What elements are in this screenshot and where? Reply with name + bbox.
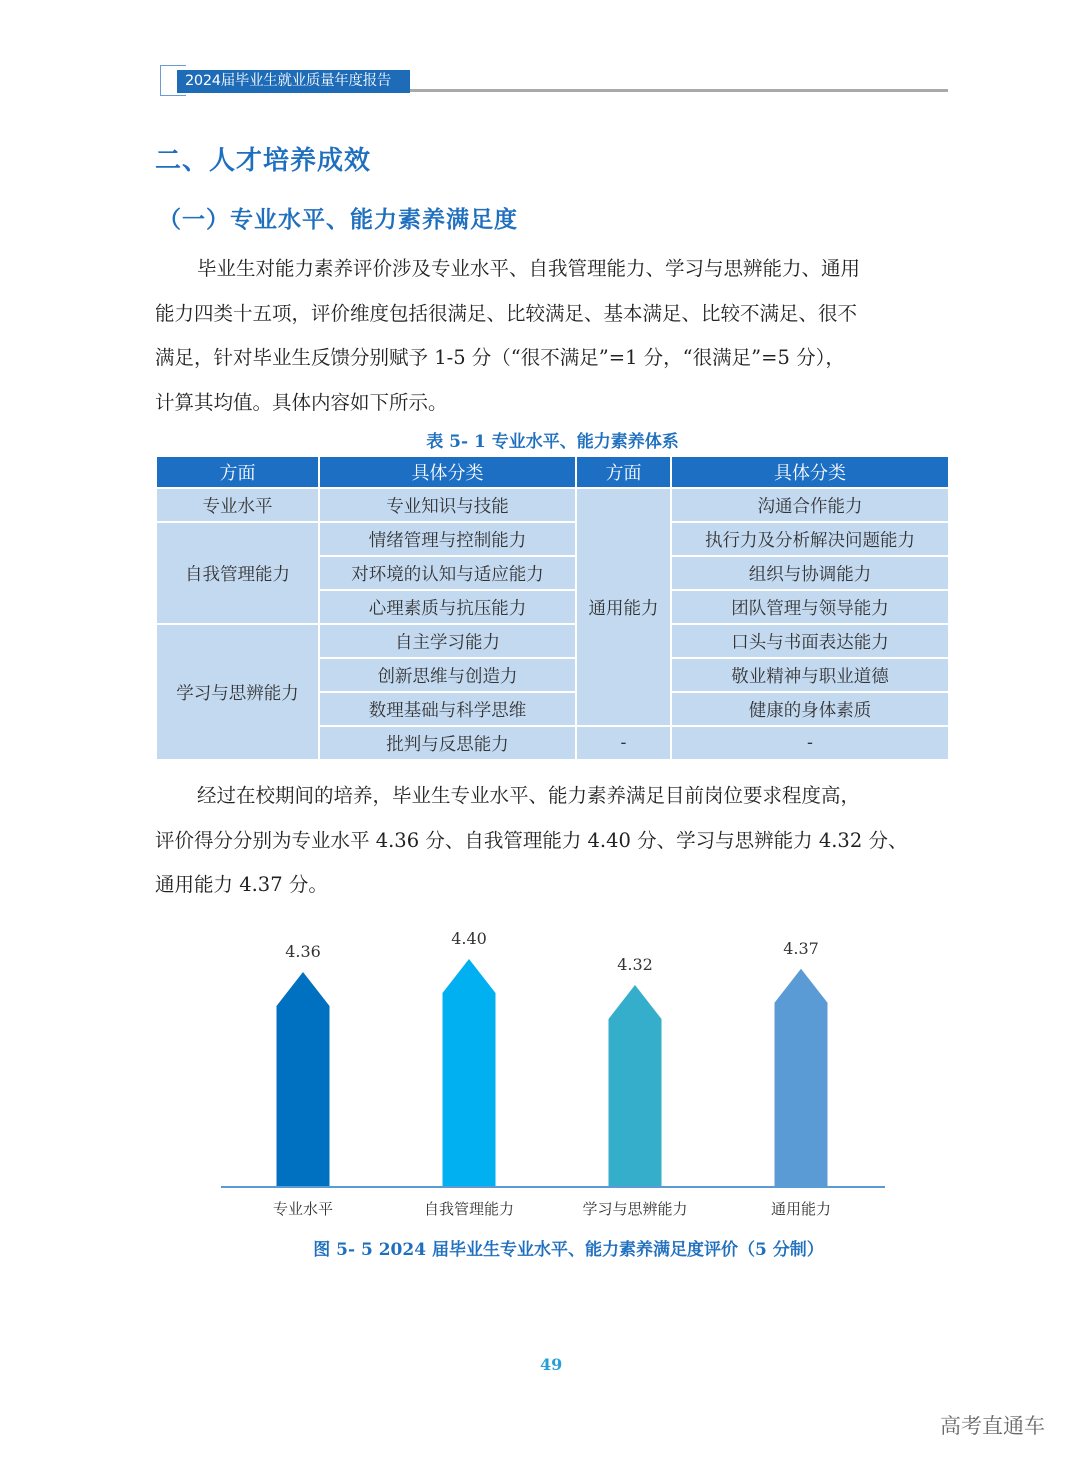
bar-1	[277, 972, 330, 1186]
paragraph-line: 计算其均值。具体内容如下所示。	[155, 390, 448, 414]
category-cell: 对环境的认知与适应能力	[320, 557, 575, 589]
paragraph-line: 通用能力 4.37 分。	[155, 873, 328, 896]
paragraph-line: 经过在校期间的培养，毕业生专业水平、能力素养满足目前岗位要求程度高，	[197, 784, 861, 807]
x-axis-category-label: 学习与思辨能力	[582, 1200, 688, 1218]
aspect-cell: 自我管理能力	[157, 523, 318, 623]
table-header-row	[157, 457, 948, 487]
category-cell: 健康的身体素质	[672, 693, 948, 725]
section-heading: 二、人才培养成效	[155, 146, 372, 176]
category-cell: 组织与协调能力	[672, 557, 948, 589]
table-row	[157, 489, 948, 521]
table-row	[157, 625, 948, 657]
page-number: 49	[540, 1355, 563, 1374]
category-cell: 自主学习能力	[320, 625, 575, 657]
category-cell: 敬业精神与职业道德	[672, 659, 948, 691]
bar-value-label: 4.36	[285, 942, 321, 961]
header-category-left: 具体分类	[320, 457, 575, 487]
x-axis-category-label: 专业水平	[272, 1200, 333, 1218]
category-cell: 情绪管理与控制能力	[320, 523, 575, 555]
intro-paragraph	[155, 247, 950, 425]
bar-4	[775, 969, 828, 1186]
table-caption: 表 5- 1 专业水平、能力素养体系	[426, 432, 679, 452]
category-cell: 数理基础与科学思维	[320, 693, 575, 725]
result-paragraph	[155, 774, 950, 908]
category-cell: 口头与书面表达能力	[672, 625, 948, 657]
category-cell: 沟通合作能力	[672, 489, 948, 521]
category-cell: 批判与反思能力	[320, 727, 575, 759]
paragraph-line: 能力四类十五项，评价维度包括很满足、比较满足、基本满足、比较不满足、很不	[155, 301, 858, 325]
paragraph-line: 毕业生对能力素养评价涉及专业水平、自我管理能力、学习与思辨能力、通用	[197, 257, 861, 280]
ability-system-table	[155, 455, 950, 761]
paragraph-line: 评价得分分别为专业水平 4.36 分、自我管理能力 4.40 分、学习与思辨能力 4.32 分、	[155, 828, 908, 852]
aspect-cell: 专业水平	[157, 489, 318, 521]
aspect-cell: 通用能力	[577, 489, 670, 725]
aspect-cell: 学习与思辨能力	[157, 625, 318, 759]
category-cell: 专业知识与技能	[320, 489, 575, 521]
bar-2	[443, 959, 496, 1186]
header-category-right: 具体分类	[672, 457, 948, 487]
bar-value-label: 4.37	[783, 938, 819, 958]
header-aspect-left: 方面	[157, 457, 318, 487]
report-title-banner: 2024届毕业生就业质量年度报告	[177, 70, 410, 93]
x-axis-category-label: 通用能力	[770, 1200, 831, 1218]
aspect-cell: -	[577, 727, 670, 759]
category-cell: 创新思维与创造力	[320, 659, 575, 691]
figure-caption: 图 5- 5 2024 届毕业生专业水平、能力素养满足度评价（5 分制）	[313, 1240, 824, 1260]
chart-x-axis	[221, 1186, 885, 1188]
table-row	[157, 523, 948, 555]
x-axis-category-label: 自我管理能力	[423, 1200, 514, 1218]
header-rule	[410, 89, 948, 92]
header-aspect-right: 方面	[577, 457, 670, 487]
watermark: 高考直通车	[940, 1414, 1045, 1438]
paragraph-line: 满足，针对毕业生反馈分别赋予 1-5 分（“很不满足”=1 分，“很满足”=5 分），	[155, 346, 845, 369]
subsection-heading: （一）专业水平、能力素养满足度	[158, 207, 518, 233]
category-cell: -	[672, 727, 948, 759]
category-cell: 心理素质与抗压能力	[320, 591, 575, 623]
bar-3	[609, 985, 662, 1186]
bar-value-label: 4.32	[617, 955, 653, 974]
bar-value-label: 4.40	[451, 929, 487, 948]
category-cell: 团队管理与领导能力	[672, 591, 948, 623]
category-cell: 执行力及分析解决问题能力	[672, 523, 948, 555]
